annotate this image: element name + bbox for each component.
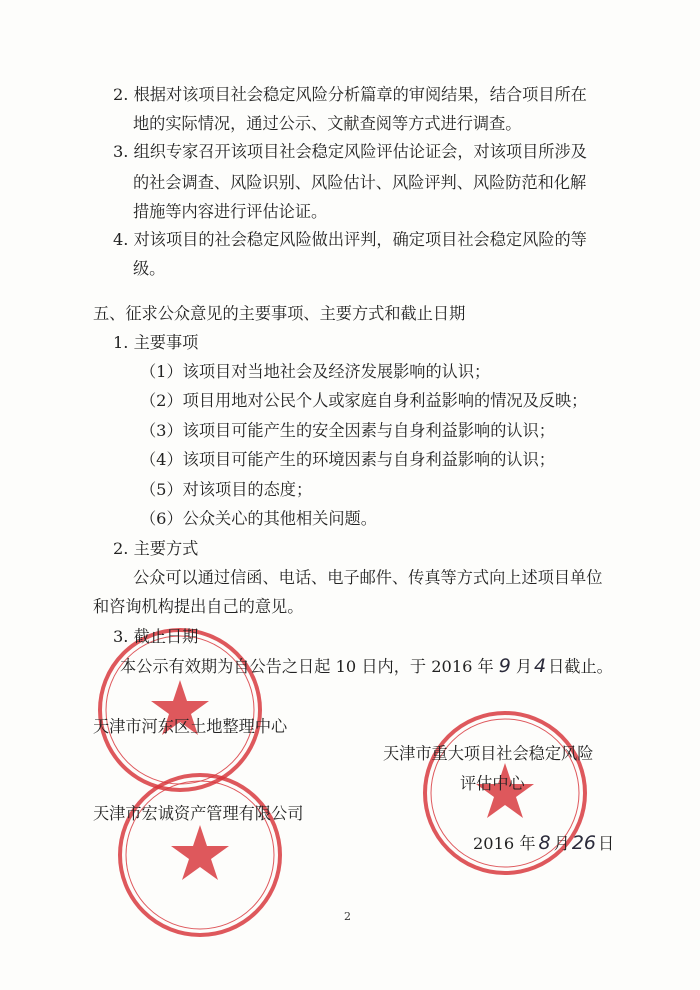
- deadline-day-handwritten: 4: [534, 655, 547, 677]
- list-item: （5）对该项目的态度；: [140, 480, 313, 499]
- list-item: （6）公众关心的其他相关问题。: [140, 509, 377, 528]
- list-item: （2）项目用地对公民个人或家庭自身利益影响的情况及反映；: [140, 391, 588, 410]
- date-month-unit: 月: [553, 834, 570, 853]
- date-day-handwritten: 26: [571, 832, 596, 854]
- item-4-line-1: 4. 对该项目的社会稳定风险做出评判，确定项目社会稳定风险的等: [113, 230, 587, 249]
- org-major-project-line-1: 天津市重大项目社会稳定风险: [383, 744, 594, 763]
- org-hedong-land: 天津市河东区土地整理中心: [93, 717, 288, 736]
- date-year: 2016 年: [473, 834, 536, 853]
- deadline-sentence: [120, 655, 613, 678]
- deadline-month-unit: 月: [515, 657, 533, 676]
- item-3-line-1: 3. 组织专家召开该项目社会稳定风险评估论证会，对该项目所涉及: [113, 142, 587, 161]
- date-day-unit: 日: [598, 834, 615, 853]
- item-3-line-2: 的社会调查、风险识别、风险估计、风险评判、风险防范和化解: [133, 173, 587, 192]
- sub-2-line-1: 公众可以通过信函、电话、电子邮件、传真等方式向上述项目单位: [133, 568, 603, 587]
- deadline-month-handwritten: 9: [498, 655, 511, 677]
- date-month-handwritten: 8: [538, 832, 551, 854]
- deadline-prefix: 本公示有效期为自公告之日起 10 日内，于 2016 年: [120, 657, 494, 676]
- item-3-line-3: 措施等内容进行评估论证。: [133, 202, 328, 221]
- stamp-hongcheng-asset: [115, 770, 285, 940]
- deadline-suffix: 日截止。: [548, 657, 613, 676]
- sub-1-heading: 1. 主要事项: [113, 333, 199, 352]
- section-5-heading: 五、征求公众意见的主要事项、主要方式和截止日期: [93, 304, 466, 323]
- signature-date: [473, 832, 614, 855]
- list-item: （4）该项目可能产生的环境因素与自身利益影响的认识；: [140, 450, 555, 469]
- list-item: （3）该项目可能产生的安全因素与自身利益影响的认识；: [140, 421, 555, 440]
- sub-3-heading: 3. 截止日期: [113, 627, 199, 646]
- sub-2-heading: 2. 主要方式: [113, 539, 199, 558]
- list-item: （1）该项目对当地社会及经济发展影响的认识；: [140, 362, 491, 381]
- org-major-project-line-2: 评估中心: [460, 774, 525, 793]
- item-2-line-1: 2. 根据对该项目社会稳定风险分析篇章的审阅结果，结合项目所在: [113, 85, 587, 104]
- page-number: 2: [344, 910, 351, 923]
- org-hongcheng-asset: 天津市宏诚资产管理有限公司: [93, 804, 304, 823]
- sub-2-line-2: 和咨询机构提出自己的意见。: [93, 597, 304, 616]
- item-4-line-2: 级。: [133, 259, 166, 278]
- item-2-line-2: 地的实际情况，通过公示、文献查阅等方式进行调查。: [133, 114, 522, 133]
- stamp-star-icon: [171, 825, 229, 880]
